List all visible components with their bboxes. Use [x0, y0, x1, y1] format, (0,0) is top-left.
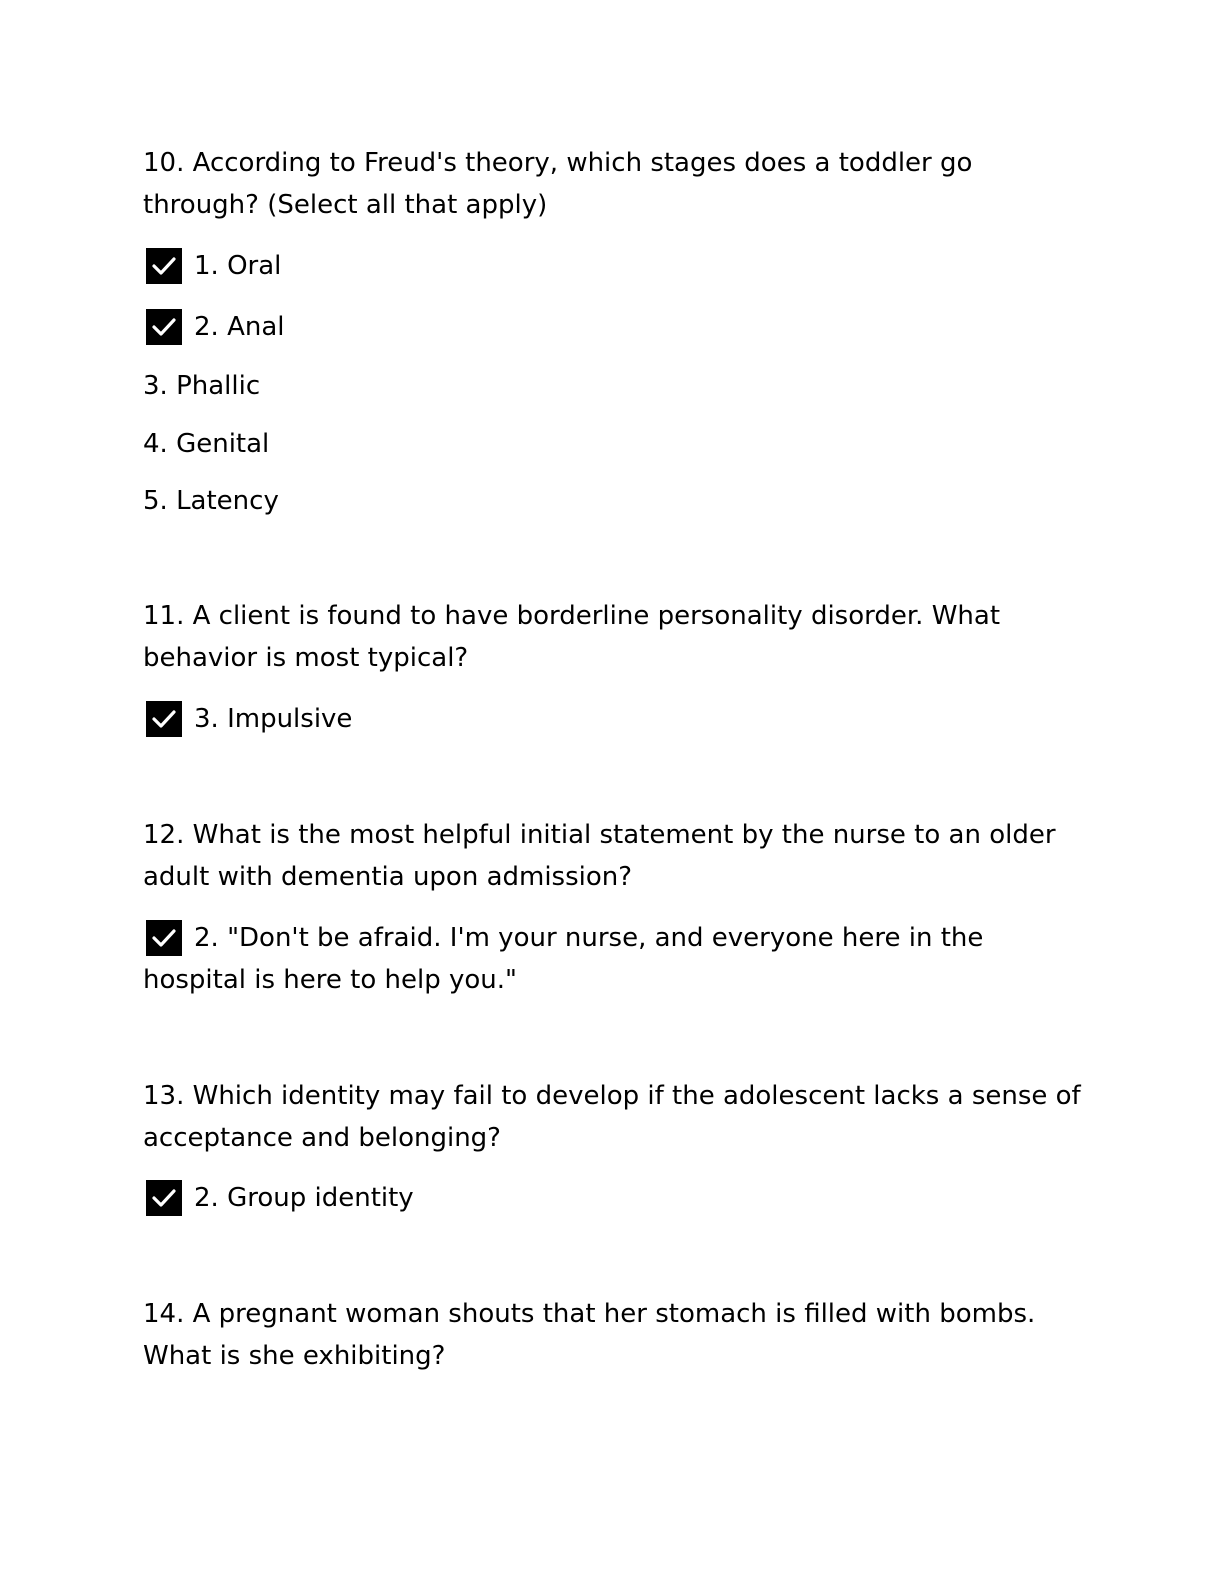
answer-option-continuation: hospital is here to help you." [143, 965, 517, 995]
answer-option-text: 3. Impulsive [194, 704, 353, 734]
answer-option-text: 3. Phallic [143, 371, 261, 401]
checkmark-box-icon [146, 1180, 182, 1216]
answer-option [143, 1177, 414, 1219]
question-14-line-1: 14. A pregnant woman shouts that her stomach is filled with bombs. [143, 1299, 1036, 1329]
answer-option [143, 698, 352, 740]
answer-option [143, 306, 285, 348]
answer-option-text: 4. Genital [143, 429, 270, 459]
answer-option [143, 245, 281, 287]
answer-option [143, 917, 983, 959]
question-11-line-2: behavior is most typical? [143, 643, 469, 673]
checkmark-box-icon [146, 701, 182, 737]
answer-option-text: 1. Oral [194, 251, 282, 281]
question-14-line-2: What is she exhibiting? [143, 1341, 446, 1371]
answer-option-text: 2. "Don't be afraid. I'm your nurse, and everyone here in the [194, 923, 984, 953]
question-12-line-1: 12. What is the most helpful initial statement by the nurse to an older [143, 820, 1056, 850]
question-13-line-2: acceptance and belonging? [143, 1123, 501, 1153]
question-13-line-1: 13. Which identity may fail to develop if the adolescent lacks a sense of [143, 1081, 1081, 1111]
answer-option-text: 2. Anal [194, 312, 285, 342]
question-10-line-1: 10. According to Freud's theory, which stages does a toddler go [143, 148, 973, 178]
checkmark-box-icon [146, 309, 182, 345]
question-11-line-1: 11. A client is found to have borderline personality disorder. What [143, 601, 1001, 631]
checkmark-box-icon [146, 920, 182, 956]
question-10-line-2: through? (Select all that apply) [143, 190, 548, 220]
question-12-line-2: adult with dementia upon admission? [143, 862, 633, 892]
answer-option-text: 5. Latency [143, 486, 279, 516]
answer-option-text: 2. Group identity [194, 1183, 414, 1213]
checkmark-box-icon [146, 248, 182, 284]
